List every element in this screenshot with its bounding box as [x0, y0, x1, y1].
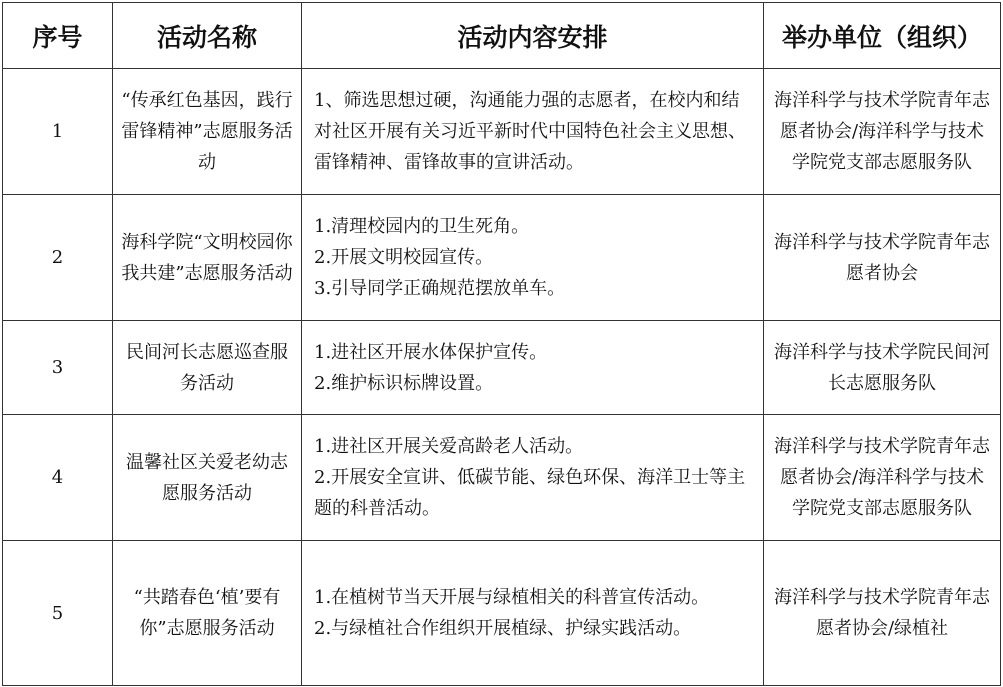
- header-org: 举办单位（组织）: [764, 3, 1001, 69]
- cell-no: 4: [3, 415, 113, 541]
- content-line: 3.引导同学正确规范摆放单车。: [314, 278, 566, 299]
- cell-no: 5: [3, 541, 113, 686]
- header-no: 序号: [3, 3, 113, 69]
- cell-no: 3: [3, 321, 113, 415]
- cell-org: 海洋科学与技术学院民间河长志愿服务队: [764, 321, 1001, 415]
- content-line: 1、筛选思想过硬，沟通能力强的志愿者，在校内和结对社区开展有关习近平新时代中国特色社会主义思想、雷锋精神、雷锋故事的宣讲活动。: [314, 90, 746, 173]
- cell-name: “共踏春色‘植’要有你”志愿服务活动: [113, 541, 302, 686]
- content-line: 2.与绿植社合作组织开展植绿、护绿实践活动。: [314, 618, 692, 639]
- content-line: 2.维护标识标牌设置。: [314, 372, 494, 394]
- cell-name: 民间河长志愿巡查服务活动: [113, 321, 302, 415]
- cell-name: 海科学院“文明校园你我共建”志愿服务活动: [113, 195, 302, 321]
- content-line: 1.在植树节当天开展与绿植相关的科普宣传活动。: [314, 587, 710, 608]
- cell-no: 1: [3, 69, 113, 195]
- header-name: 活动名称: [113, 3, 302, 69]
- cell-content: [302, 69, 764, 195]
- cell-content: [302, 541, 764, 686]
- table-row: [3, 415, 1001, 541]
- content-line: 2.开展安全宣讲、低碳节能、绿色环保、海洋卫士等主题的科普活动。: [314, 467, 746, 519]
- cell-org: 海洋科学与技术学院青年志愿者协会/海洋科学与技术学院党支部志愿服务队: [764, 69, 1001, 195]
- cell-name: “传承红色基因，践行雷锋精神”志愿服务活动: [113, 69, 302, 195]
- table-row: [3, 69, 1001, 195]
- table-row: [3, 321, 1001, 415]
- cell-content: [302, 195, 764, 321]
- header-row: [3, 3, 1001, 69]
- cell-org: 海洋科学与技术学院青年志愿者协会: [764, 195, 1001, 321]
- cell-content: [302, 415, 764, 541]
- table-row: [3, 195, 1001, 321]
- activity-table: [2, 2, 1001, 686]
- cell-no: 2: [3, 195, 113, 321]
- table-row: [3, 541, 1001, 686]
- content-line: 1.进社区开展关爱高龄老人活动。: [314, 436, 584, 457]
- content-line: 1.清理校园内的卫生死角。: [314, 216, 530, 237]
- header-content: 活动内容安排: [302, 3, 764, 69]
- cell-content: [302, 321, 764, 415]
- cell-org: 海洋科学与技术学院青年志愿者协会/绿植社: [764, 541, 1001, 686]
- cell-org: 海洋科学与技术学院青年志愿者协会/海洋科学与技术学院党支部志愿服务队: [764, 415, 1001, 541]
- content-line: 1.进社区开展水体保护宣传。: [314, 341, 548, 363]
- cell-name: 温馨社区关爱老幼志愿服务活动: [113, 415, 302, 541]
- content-line: 2.开展文明校园宣传。: [314, 247, 494, 268]
